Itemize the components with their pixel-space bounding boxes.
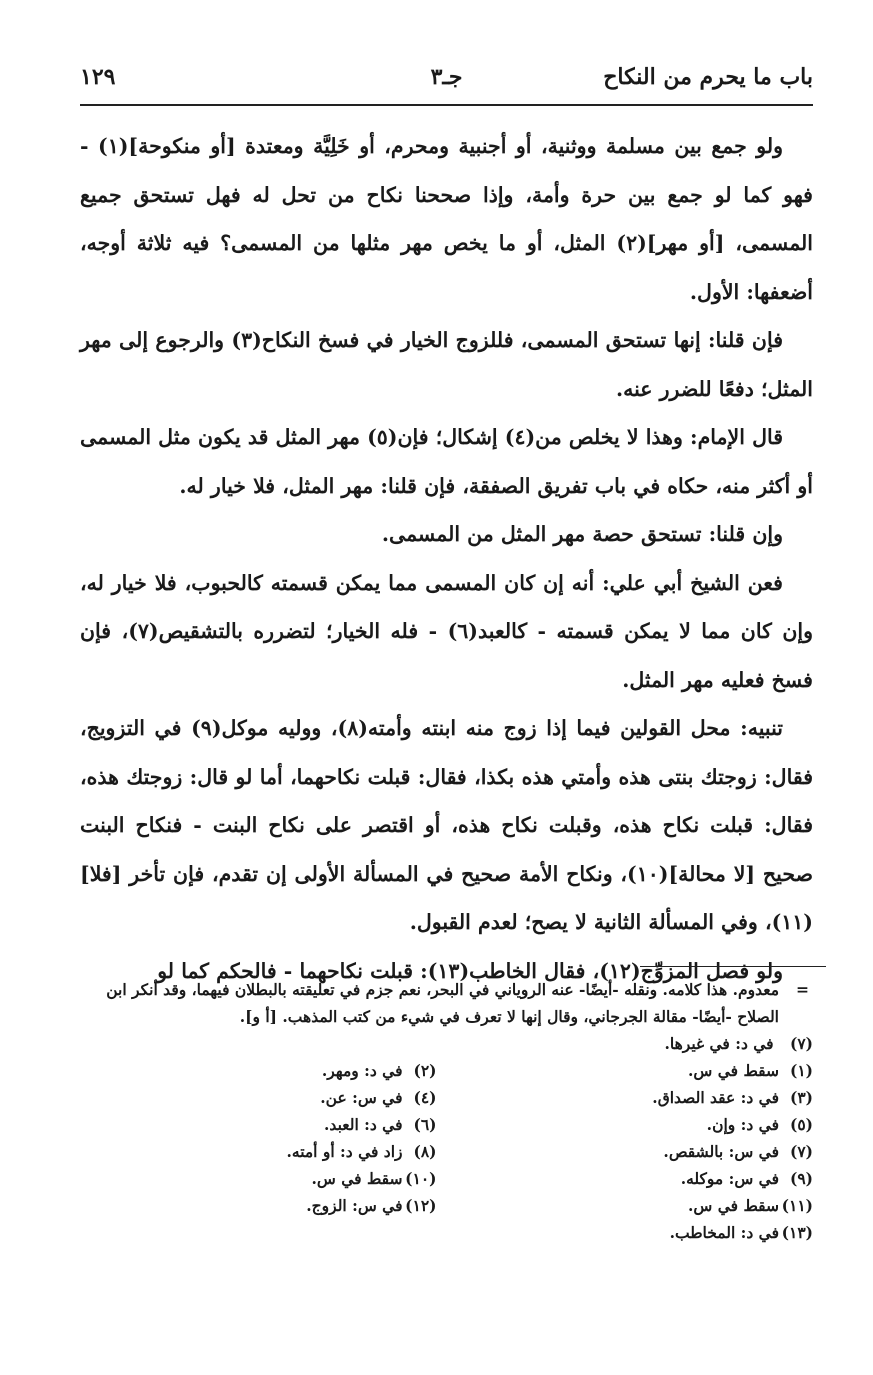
footnote-text: في د: العبد. (324, 1115, 403, 1134)
footnote-number: (٢) (413, 1061, 437, 1080)
footnote (457, 1057, 814, 1084)
footnote-number: (٩) (789, 1169, 813, 1188)
chapter-title: باب ما يحرم من النكاح (603, 64, 813, 90)
footnote-number: (١) (789, 1061, 813, 1080)
paragraph: قال الإمام: وهذا لا يخلص من(٤) إشكال؛ فإن(٥) مهر المثل قد يكون مثل المسمى أو أكثر منه، حكاه في باب تفريق الصفقة، فإن قلنا: مهر المثل، فلا خيار له. (80, 425, 813, 498)
footnote (80, 1084, 437, 1111)
footnote-text: في س: الزوج. (306, 1196, 403, 1215)
footnote-number: (٧) (789, 1034, 813, 1053)
footnote-text: في د: المخاطب. (669, 1223, 779, 1242)
footnote (457, 1111, 814, 1138)
paragraph: تنبيه: محل القولين فيما إذا زوج منه ابنته وأمته(٨)، ووليه موكل(٩) في التزويج، فقال: زوجتك بنتى هذه وأمتي هذه بكذا، فقال: قبلت نكاحهما، أما لو قال: زوجتك هذه، فقال: قبلت نكاح هذه، وقبلت نكاح هذه، أو اقتصر على نكاح البنت - فنكاح البنت صحيح [لا محالة](١٠)، ونكاح الأمة صحيح في المسألة الأولى إن تقدم، فإن تأخر [فلا](١١)، وفي المسألة الثانية لا يصح؛ لعدم القبول. (80, 716, 813, 934)
footnote-text: في د: في غيرها. (664, 1034, 774, 1053)
footnote-rule (640, 966, 826, 967)
footnote (80, 1192, 437, 1219)
footnote-number: (٨) (413, 1142, 437, 1161)
footnote (457, 1165, 814, 1192)
main-text (80, 122, 813, 995)
footnote-text: في س: موكله. (680, 1169, 779, 1188)
paragraph: فعن الشيخ أبي علي: أنه إن كان المسمى مما يمكن قسمته كالحبوب، فلا خيار له، وإن كان مما لا يمكن قسمته - كالعبد(٦) - فله الخيار؛ لتضرره بالتشقيص(٧)، فإن فسخ فعليه مهر المثل. (80, 570, 813, 692)
footnote-text: زاد في د: أو أمته. (286, 1142, 403, 1161)
continuation-mark: = (796, 980, 809, 999)
footnote-number: (٥) (789, 1115, 813, 1134)
footnote-number: (٤) (413, 1088, 437, 1107)
header-rule (80, 104, 813, 106)
footnote-text: في د: ومهر. (321, 1061, 403, 1080)
footnote-text: في د: عقد الصداق. (652, 1088, 779, 1107)
footnote-list (80, 1057, 813, 1246)
footnote-number: (١٠) (405, 1169, 437, 1188)
paragraph: وإن قلنا: تستحق حصة مهر المثل من المسمى. (381, 522, 783, 546)
paragraph: ولو فصل المزوِّج(١٢)، فقال الخاطب(١٣): قبلت نكاحهما - فالحكم كما لو (157, 958, 783, 983)
footnote (80, 1111, 437, 1138)
running-header (80, 64, 813, 98)
footnote (80, 1057, 437, 1084)
footnote (457, 1219, 814, 1246)
footnote-number: (١١) (781, 1196, 813, 1215)
page-number: ١٢٩ (80, 64, 116, 90)
footnote (80, 1138, 437, 1165)
footnote-text: في د: وإن. (706, 1115, 779, 1134)
footnote-number: (٣) (789, 1088, 813, 1107)
footnote (457, 1192, 814, 1219)
footnote-number: (١٣) (781, 1223, 813, 1242)
paragraph: فإن قلنا: إنها تستحق المسمى، فللزوج الخيار في فسخ النكاح(٣) والرجوع إلى مهر المثل؛ دفعًا للضرر عنه. (80, 328, 813, 401)
footnote-number: (٧) (789, 1142, 813, 1161)
footnote-text: سقط في س. (688, 1196, 779, 1215)
footnote-text: في س: بالشقص. (663, 1142, 779, 1161)
footnotes (80, 976, 813, 1246)
footnote (457, 1138, 814, 1165)
volume-label: جـ٣ (430, 64, 463, 90)
footnote (80, 1165, 437, 1192)
footnote-text: في س: عن. (320, 1088, 403, 1107)
footnote-number: (٦) (413, 1115, 437, 1134)
footnote-text: سقط في س. (688, 1061, 779, 1080)
continued-footnote (80, 976, 813, 1030)
footnote-number: (١٢) (405, 1196, 437, 1215)
footnote (457, 1084, 814, 1111)
footnote (80, 1030, 813, 1057)
footnote-text: سقط في س. (311, 1169, 403, 1188)
paragraph: ولو جمع بين مسلمة ووثنية، أو أجنبية ومحرم، أو خَلِيَّة ومعتدة [أو منكوحة](١) - فهو كما لو جمع بين حرة وأمة، وإذا صححنا نكاح من تحل له فهل تستحق جميع المسمى، [أو مهر](٢) المثل، أو ما يخص مهر مثلها من المسمى؟ فيه ثلاثة أوجه، أضعفها: الأول. (80, 134, 813, 304)
continued-footnote-text: معدوم. هذا كلامه. ونقله -أيضًا- عنه الروياني في البحر، نعم جزم في تعليقته بالبطلان فيهما، وقد أنكر ابن الصلاح -أيضًا- مقالة الجرجاني، وقال إنها لا تعرف في شيء من كتب المذهب. [أ و]. (106, 980, 779, 1026)
